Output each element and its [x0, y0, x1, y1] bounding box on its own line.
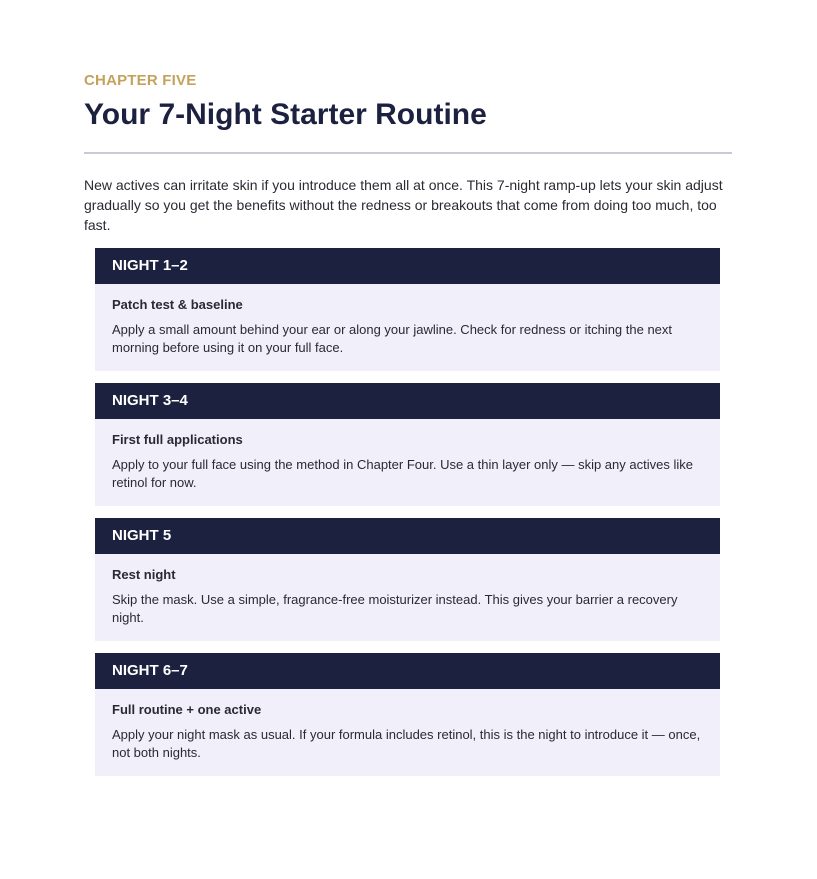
- night-description: Skip the mask. Use a simple, fragrance-free moisturizer instead. This gives your barrier a recovery night.: [112, 592, 678, 625]
- night-subtitle: Rest night: [112, 567, 176, 582]
- night-card-1: [95, 248, 720, 371]
- night-schedule: [95, 248, 720, 776]
- night-body: [95, 419, 720, 506]
- night-heading: NIGHT 3–4: [95, 383, 720, 419]
- night-card-4: [95, 653, 720, 776]
- night-heading: NIGHT 6–7: [95, 653, 720, 689]
- title-divider: [84, 152, 732, 154]
- night-card-3: [95, 518, 720, 641]
- night-subtitle: Full routine + one active: [112, 702, 262, 717]
- night-heading: NIGHT 1–2: [95, 248, 720, 284]
- chapter-label: CHAPTER FIVE: [84, 72, 197, 89]
- intro-paragraph: New actives can irritate skin if you introduce them all at once. This 7-night ramp-up lets your skin adjust gradually so you get the benefits without the redness or breakouts that come from doing too much, too fast.: [84, 177, 723, 233]
- night-subtitle: Patch test & baseline: [112, 297, 243, 312]
- night-description: Apply your night mask as usual. If your formula includes retinol, this is the night to introduce it — once, not both nights.: [112, 727, 701, 760]
- page-title: Your 7-Night Starter Routine: [84, 98, 487, 131]
- night-card-2: [95, 383, 720, 506]
- night-description: Apply a small amount behind your ear or along your jawline. Check for redness or itching the next morning before using it on your full face.: [112, 322, 673, 355]
- night-body: [95, 554, 720, 641]
- night-heading: NIGHT 5: [95, 518, 720, 554]
- night-subtitle: First full applications: [112, 432, 243, 447]
- night-body: [95, 689, 720, 776]
- night-body: [95, 284, 720, 371]
- night-description: Apply to your full face using the method in Chapter Four. Use a thin layer only — skip any actives like retinol for now.: [112, 457, 693, 490]
